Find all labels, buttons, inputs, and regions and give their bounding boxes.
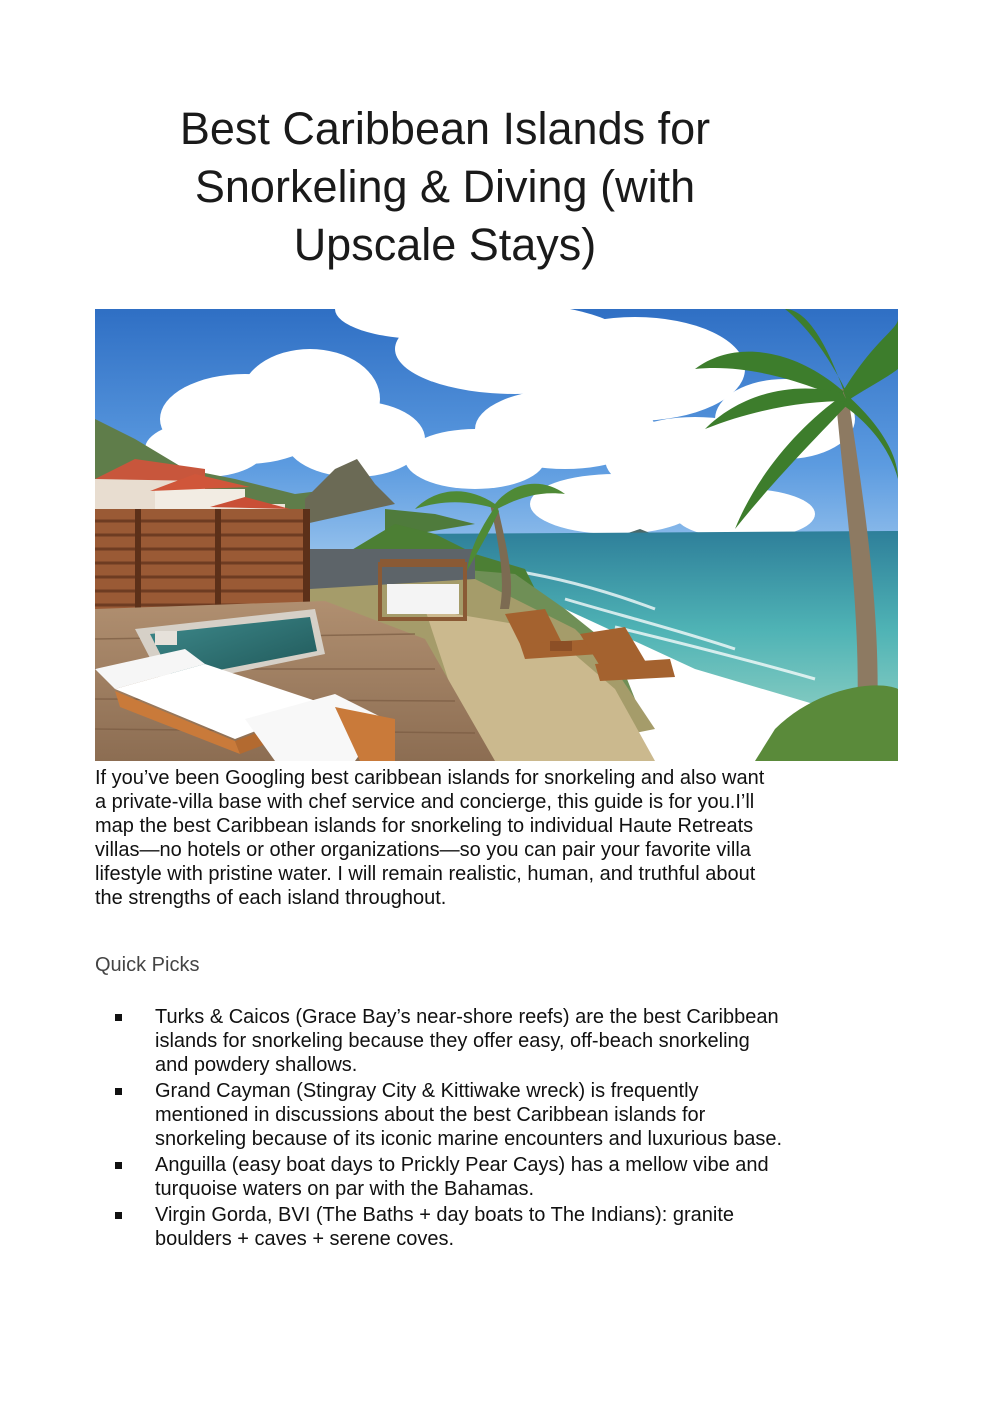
intro-line: villas—no hotels or other organizations—so you can pair your favorite villa (95, 839, 751, 861)
intro-line: the strengths of each island throughout. (95, 887, 447, 909)
square-bullet-icon (115, 1162, 122, 1169)
list-item (110, 1079, 895, 1151)
list-item-line: Turks & Caicos (Grace Bay’s near-shore reefs) are the best Caribbean (155, 1006, 779, 1028)
intro-line: lifestyle with pristine water. I will remain realistic, human, and truthful about (95, 863, 756, 885)
list-item-line: boulders + caves + serene coves. (155, 1228, 455, 1250)
list-item-line: Virgin Gorda, BVI (The Baths + day boats to The Indians): granite (155, 1204, 735, 1226)
list-item-line: Grand Cayman (Stingray City & Kittiwake wreck) is frequently (155, 1080, 699, 1102)
square-bullet-icon (115, 1014, 122, 1021)
hero-villa-photo (95, 309, 898, 761)
title-line: Upscale Stays) (293, 219, 597, 270)
title-line: Best Caribbean Islands for (179, 103, 711, 154)
list-item (110, 1153, 895, 1201)
list-item-line: and powdery shallows. (155, 1054, 358, 1076)
list-item-line: Anguilla (easy boat days to Prickly Pear Cays) has a mellow vibe and (155, 1154, 769, 1176)
list-item-line: mentioned in discussions about the best Caribbean islands for (155, 1104, 706, 1126)
quick-picks-list (110, 1005, 895, 1253)
list-item (110, 1203, 895, 1251)
title-line: Snorkeling & Diving (with (194, 161, 696, 212)
list-item-line: islands for snorkeling because they offer easy, off-beach snorkeling (155, 1030, 750, 1052)
intro-line: If you’ve been Googling best caribbean islands for snorkeling and also want (95, 767, 765, 789)
quick-picks-heading: Quick Picks (95, 954, 200, 976)
list-item-line: turquoise waters on par with the Bahamas. (155, 1178, 535, 1200)
list-item (110, 1005, 895, 1077)
square-bullet-icon (115, 1212, 122, 1219)
list-item-line: snorkeling because of its iconic marine encounters and luxurious base. (155, 1128, 783, 1150)
intro-paragraph (95, 766, 900, 910)
intro-line: a private-villa base with chef service and concierge, this guide is for you.I’ll (95, 791, 755, 813)
article-title (95, 100, 795, 274)
intro-line: map the best Caribbean islands for snorkeling to individual Haute Retreats (95, 815, 754, 837)
square-bullet-icon (115, 1088, 122, 1095)
